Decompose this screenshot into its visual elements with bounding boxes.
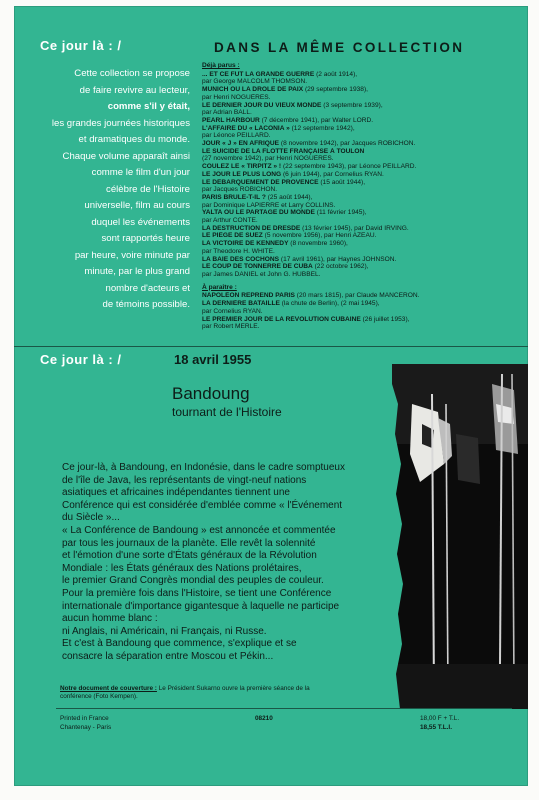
ce-jour-la-date-label: Ce jour là : / bbox=[40, 352, 122, 367]
book-entry-title: LA VICTOIRE DE KENNEDY bbox=[202, 240, 289, 248]
book-entry-title: YALTA OU LE PARTAGE DU MONDE bbox=[202, 209, 315, 217]
book-entry-title: LE DÉBARQUEMENT DE PROVENCE bbox=[202, 178, 319, 186]
book-entry-detail: (3 septembre 1939), bbox=[321, 101, 383, 109]
book-entry-detail: (27 novembre 1942), par Henri NOGUÈRES. bbox=[202, 155, 334, 163]
book-list-entry bbox=[202, 202, 514, 210]
book-entry-title: JOUR « J » EN AFRIQUE bbox=[202, 140, 280, 148]
book-list-entry bbox=[202, 125, 514, 133]
book-entry-detail: (6 juin 1944), par Cornelius RYAN. bbox=[281, 170, 384, 178]
book-entry-detail: (25 août 1944), bbox=[265, 193, 313, 201]
book-entry-title: MUNICH OU LA DRÔLE DE PAIX bbox=[202, 86, 304, 94]
book-entry-detail: (8 novembre 1942), par Jacques ROBICHON. bbox=[279, 140, 416, 148]
summary-line: consacre la séparation entre Moscou et Pékin... bbox=[62, 650, 274, 662]
book-list-entry bbox=[202, 186, 514, 194]
book-list-entry bbox=[202, 232, 514, 240]
summary-line: le premier Grand Congrès mondial des peuples de couleur. bbox=[62, 575, 324, 587]
intro-line: célèbre de l'Histoire bbox=[106, 183, 190, 195]
summary-line: Et c'est à Bandoung que commence, s'explique et se bbox=[62, 638, 297, 650]
summary-line: Mondiale : les États généraux des Nations prolétaires, bbox=[62, 562, 302, 574]
intro-line: et dramatiques du monde. bbox=[78, 134, 190, 145]
book-entry-title: LA BAIE DES COCHONS bbox=[202, 255, 280, 263]
book-title: Bandoung bbox=[172, 384, 250, 403]
event-date: 18 avril 1955 bbox=[174, 352, 252, 367]
book-entry-detail: par Jacques ROBICHON. bbox=[202, 186, 278, 194]
book-entry-detail: par Léonce PEILLARD. bbox=[202, 132, 271, 140]
book-entry-detail: (29 septembre 1938), bbox=[303, 86, 368, 94]
book-list-entry bbox=[202, 132, 514, 140]
intro-line: de faire revivre au lecteur, bbox=[79, 84, 190, 96]
intro-line: Cette collection se propose bbox=[74, 68, 190, 79]
book-list-entry bbox=[202, 308, 514, 316]
book-list-entry bbox=[202, 248, 514, 256]
book-entry-title: LE SUICIDE DE LA FLOTTE FRANÇAISE À TOULON bbox=[202, 147, 365, 155]
book-code: 08210 bbox=[255, 715, 273, 722]
book-entry-detail: (11 février 1945), bbox=[314, 209, 367, 217]
book-entry-title: PARIS BRÛLE-T-IL ? bbox=[202, 193, 266, 201]
book-entry-detail: (2 août 1914), bbox=[314, 70, 358, 78]
cover-caption: Notre document de couverture : Le Président Sukarno ouvre la première séance de la conférence (Foto Kempen). bbox=[60, 685, 310, 700]
book-entry-detail: (12 septembre 1942), bbox=[289, 124, 355, 132]
summary-line: ni Anglais, ni Américain, ni Français, ni Russe. bbox=[62, 625, 267, 637]
summary-line: internationale d'importance gigantesque à laquelle ne participe bbox=[62, 600, 340, 612]
book-entry-title: LE COUP DE TONNERRE DE CUBA bbox=[202, 263, 313, 271]
a-paraitre-heading: À paraître : bbox=[202, 283, 237, 291]
book-entry-title: PEARL HARBOUR bbox=[202, 116, 260, 124]
price-info: 18,00 F + T.L. 18,55 T.L.I. bbox=[420, 715, 460, 731]
book-entry-detail: (8 novembre 1960), bbox=[288, 240, 348, 248]
book-list bbox=[202, 62, 514, 331]
book-list-entry bbox=[202, 78, 514, 86]
intro-line: minute, par le plus grand bbox=[84, 266, 190, 277]
book-list-entry bbox=[202, 86, 514, 94]
book-list-entry bbox=[202, 148, 514, 156]
book-list-entry bbox=[202, 271, 514, 279]
book-entry-title: LA DESTRUCTION DE DRESDE bbox=[202, 224, 301, 232]
footer-divider bbox=[56, 708, 512, 709]
intro-line: duquel les événements bbox=[91, 216, 190, 228]
book-list-entry bbox=[202, 225, 514, 233]
book-entry-title: LE PIÈGE DE SUEZ bbox=[202, 232, 263, 240]
intro-line: par heure, voire minute par bbox=[74, 249, 190, 261]
intro-line: comme le film d'un jour bbox=[91, 167, 190, 178]
summary-line: Pour la première fois dans l'Histoire, se tient une Conférence bbox=[62, 587, 332, 599]
intro-line: sont rapportés heure bbox=[101, 233, 190, 244]
book-entry-title: LA DERNIÈRE BATAILLE bbox=[202, 300, 280, 308]
book-entry-title: ... ET CE FUT LA GRANDE GUERRE bbox=[202, 70, 315, 78]
book-list-entry bbox=[202, 263, 514, 271]
book-list-entry bbox=[202, 292, 514, 300]
intro-line: de témoins possible. bbox=[102, 299, 190, 310]
caption-label: Notre document de couverture : bbox=[60, 685, 157, 692]
printed-in: Printed in France Chantenay - Paris bbox=[60, 715, 112, 731]
book-entry-detail: (7 décembre 1941), par Walter LORD. bbox=[259, 116, 374, 124]
book-list-entry bbox=[202, 155, 514, 163]
book-list-entry bbox=[202, 163, 514, 171]
book-entry-title: LE DERNIER JOUR DU VIEUX MONDE bbox=[202, 101, 322, 109]
book-entry-title: LE JOUR LE PLUS LONG bbox=[202, 170, 282, 178]
book-list-entry bbox=[202, 323, 514, 331]
torn-paper-edge bbox=[392, 364, 528, 709]
book-entry-title: COULEZ LE « TIRPITZ » ! bbox=[202, 163, 282, 171]
ce-jour-la-label: Ce jour là : / bbox=[40, 38, 122, 53]
book-entry-detail: (13 février 1945), par David IRVING. bbox=[300, 224, 409, 232]
book-list-entry bbox=[202, 256, 514, 264]
book-entry-detail: par Henri NOGUÈRES. bbox=[202, 93, 271, 101]
book-entry-detail: (26 juillet 1953), bbox=[360, 315, 410, 323]
book-list-entry bbox=[202, 94, 514, 102]
book-list-entry bbox=[202, 194, 514, 202]
section-divider bbox=[14, 346, 528, 347]
summary-line: asiatiques et africaines indépendantes tiennent une bbox=[62, 487, 290, 499]
book-list-entry bbox=[202, 300, 514, 308]
book-entry-title: LE PREMIER JOUR DE LA RÉVOLUTION CUBAINE bbox=[202, 315, 361, 323]
book-list-entry bbox=[202, 140, 514, 148]
book-list-entry bbox=[202, 71, 514, 79]
summary-line: Ce jour-là, à Bandoung, en Indonésie, dans le cadre somptueux bbox=[62, 462, 345, 473]
summary-line: et l'émotion d'une sorte d'États généraux de la Révolution bbox=[62, 550, 317, 562]
deja-parus-heading: Déjà parus : bbox=[202, 62, 240, 69]
book-entry-detail: par Dominique LAPIERRE et Larry COLLINS. bbox=[202, 201, 336, 209]
intro-line: nombre d'acteurs et bbox=[105, 282, 190, 294]
summary-line: Conférence qui est considérée d'emblée comme « l'Événement bbox=[62, 499, 343, 511]
collection-title: DANS LA MÊME COLLECTION bbox=[214, 40, 465, 55]
book-list-entry bbox=[202, 117, 514, 125]
book-summary bbox=[62, 462, 392, 664]
summary-line: par tous les journaux de la planète. Elle revêt la solennité bbox=[62, 537, 316, 549]
intro-line: comme s'il y était, bbox=[107, 101, 190, 112]
book-entry-detail: par Cornelius RYAN. bbox=[202, 307, 263, 315]
book-entry-detail: par Adrian BALL. bbox=[202, 109, 252, 117]
book-entry-detail: par James DANIEL et John G. HUBBEL. bbox=[202, 270, 321, 278]
book-subtitle: tournant de l'Histoire bbox=[172, 405, 282, 419]
summary-line: « La Conférence de Bandoung » est annoncée et commentée bbox=[62, 524, 336, 536]
book-list-entry bbox=[202, 102, 514, 110]
book-entry-detail: par Robert MERLE. bbox=[202, 323, 260, 331]
book-list-entry bbox=[202, 179, 514, 187]
summary-line: de l'île de Java, les représentants de vingt-neuf nations bbox=[62, 474, 307, 486]
book-entry-detail: par George MALCOLM THOMSON. bbox=[202, 78, 308, 86]
book-list-entry bbox=[202, 217, 514, 225]
intro-line: Chaque volume apparaît ainsi bbox=[62, 150, 190, 162]
book-entry-title: NAPOLÉON REPREND PARIS bbox=[202, 292, 295, 300]
book-entry-detail: (20 mars 1815), par Claude MANCERON. bbox=[294, 292, 420, 300]
book-list-entry bbox=[202, 240, 514, 248]
book-list-entry bbox=[202, 209, 514, 217]
book-entry-detail: par Theodore H. WHITE. bbox=[202, 247, 275, 255]
book-entry-detail: (5 novembre 1956), par Henri AZEAU. bbox=[262, 232, 377, 240]
intro-line: les grandes journées historiques bbox=[51, 117, 190, 129]
collection-intro-text bbox=[40, 66, 190, 314]
book-entry-detail: (la chute de Berlin), (2 mai 1945), bbox=[279, 300, 380, 308]
intro-line: universelle, film au cours bbox=[84, 200, 190, 211]
book-entry-detail: (17 avril 1961), par Haynes JOHNSON. bbox=[279, 255, 397, 263]
summary-line: aucun homme blanc : bbox=[62, 613, 158, 625]
book-entry-detail: par Arthur CONTE. bbox=[202, 217, 258, 225]
book-entry-detail: (22 octobre 1962), bbox=[312, 263, 369, 271]
book-entry-detail: (22 septembre 1943), par Léonce PEILLARD. bbox=[281, 163, 417, 171]
book-list-entry bbox=[202, 316, 514, 324]
book-list-entry bbox=[202, 109, 514, 117]
book-list-entry bbox=[202, 171, 514, 179]
summary-line: du Siècle »... bbox=[62, 512, 120, 524]
book-entry-detail: (15 août 1944), bbox=[318, 178, 366, 186]
book-entry-title: L'AFFAIRE DU « LACONIA » bbox=[202, 124, 290, 132]
